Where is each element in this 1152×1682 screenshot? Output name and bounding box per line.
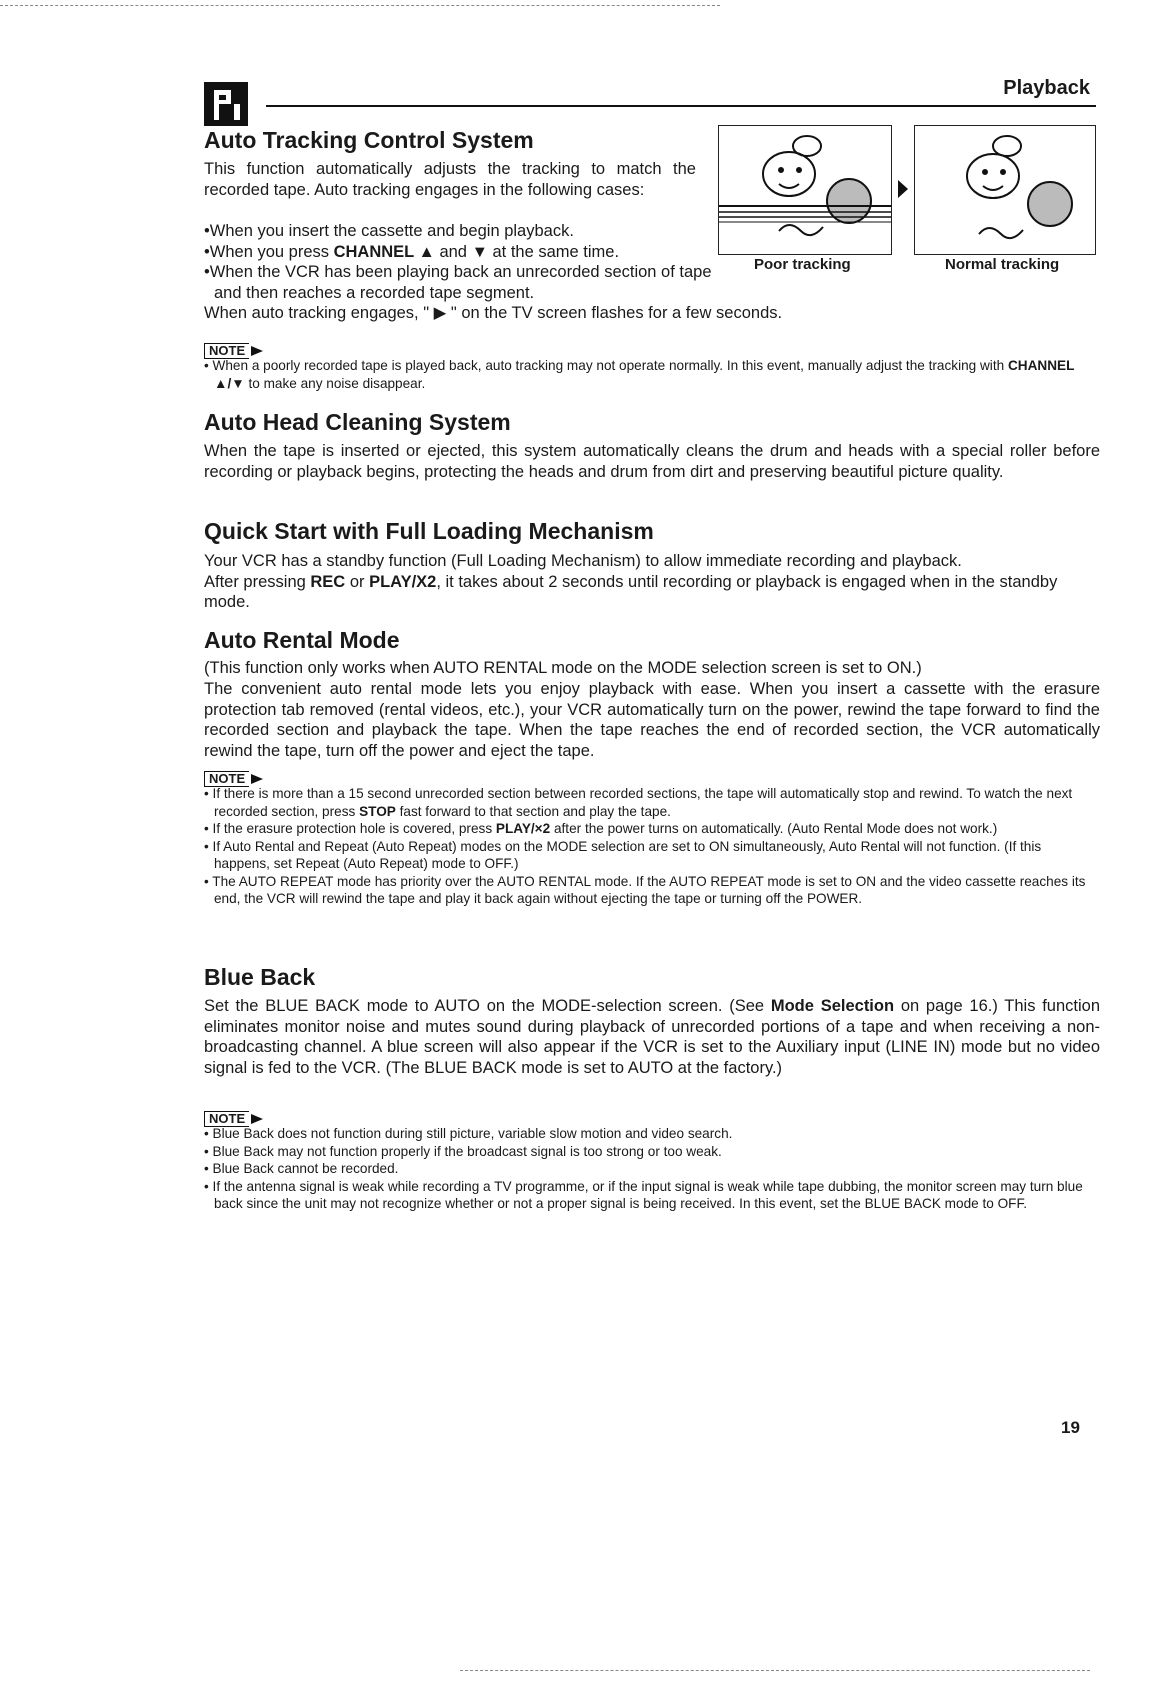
list-item: • If Auto Rental and Repeat (Auto Repeat) modes on the MODE selection are set to ON simultaneously, Auto Rental will not function. (If this happens, set Repeat (Auto Repeat) mode to OFF.) (204, 838, 1042, 871)
normal-tracking-illustration (914, 125, 1096, 255)
character-illustration (719, 126, 891, 254)
quick-start-heading: Quick Start with Full Loading Mechanism (204, 518, 654, 544)
note-label: NOTE (204, 771, 249, 787)
auto-rental-notes (204, 785, 1094, 908)
list-item: • Blue Back cannot be recorded. (204, 1161, 399, 1176)
list-item: • Blue Back may not function properly if the broadcast signal is too strong or too weak. (204, 1143, 722, 1159)
character-illustration (915, 126, 1095, 254)
note-label: NOTE (204, 1111, 249, 1127)
quick-start-body: Your VCR has a standby function (Full Loading Mechanism) to allow immediate recording and playback. After pressing REC or PLAY/X2, it takes about 2 seconds until recording or playback is engaged when in the standby mode. (204, 552, 1058, 611)
blue-back-body: Set the BLUE BACK mode to AUTO on the MODE-selection screen. (See Mode Selection on page 16.) This function eliminates monitor noise and mutes sound during playback of unrecorded portions of a tape and when receiving a non-broadcasting channel. A blue screen will also appear if the VCR is set to the Auxiliary input (LINE IN) mode but no video signal is fed to the VCR. (The BLUE BACK mode is set to AUTO at the factory.) (204, 997, 1101, 1077)
blue-back-notes (204, 1125, 1094, 1213)
head-cleaning-body: When the tape is inserted or ejected, this system automatically cleans the drum and heads with a special roller before recording or playback begins, protecting the heads and drum from dirt and preserving beautiful picture quality. (204, 442, 1100, 481)
list-item: • Blue Back does not function during still picture, variable slow motion and video search. (204, 1126, 733, 1141)
auto-rental-body: The convenient auto rental mode lets you enjoy playback with ease. When you insert a cassette with the erasure protection tab removed (rental videos, etc.), your VCR automatically turn on the power, rewind the tape forward to find the recorded section and playback the tape. When the tape reaches the end of recorded section, the VCR automatically rewind the tape, turn off the power and eject the tape. (204, 680, 1100, 760)
auto-tracking-bullet-3: •When the VCR has been playing back an unrecorded section of tape and then reaches a recorded tape segment. (204, 263, 712, 302)
auto-tracking-heading: Auto Tracking Control System (204, 127, 534, 153)
list-item: •When you press CHANNEL ▲ and ▼ at the same time. (204, 242, 620, 261)
scan-top-edge (0, 5, 720, 6)
auto-tracking-notes (204, 357, 1094, 392)
auto-rental-heading: Auto Rental Mode (204, 627, 400, 653)
list-item: • If there is more than a 15 second unrecorded section between recorded sections, the tape will automatically stop and rewind. To watch the next recorded section, press STOP fast forward to that section and play the tape. (204, 786, 1073, 819)
list-item: • When a poorly recorded tape is played back, auto tracking may not operate normally. In this event, manually adjust the tracking with CHANNEL ▲/▼ to make any noise disappear. (204, 358, 1075, 391)
section-title: Playback (1003, 77, 1090, 99)
normal-tracking-caption: Normal tracking (945, 256, 1060, 273)
list-item: • If the erasure protection hole is covered, press PLAY/×2 after the power turns on automatically. (Auto Rental Mode does not work.) (204, 821, 998, 836)
auto-tracking-intro: This function automatically adjusts the tracking to match the recorded tape. Auto tracking engages in the following cases: (204, 160, 696, 199)
list-item: • If the antenna signal is weak while recording a TV programme, or if the input signal is weak while tape dubbing, the monitor screen may turn blue back since the unit may not recognize whether or not a proper signal is being received. In this event, set the BLUE BACK mode to OFF. (204, 1178, 1083, 1211)
head-cleaning-heading: Auto Head Cleaning System (204, 409, 511, 435)
poor-tracking-illustration (718, 125, 892, 255)
auto-tracking-cases (204, 221, 702, 262)
scan-bottom-edge (460, 1670, 1090, 1671)
auto-rental-condition: (This function only works when AUTO RENTAL mode on the MODE selection screen is set to ON.) (204, 659, 922, 677)
page-number: 19 (1061, 1418, 1080, 1437)
blue-back-heading: Blue Back (204, 964, 316, 990)
note-label: NOTE (204, 343, 249, 359)
list-item: • The AUTO REPEAT mode has priority over the AUTO RENTAL mode. If the AUTO REPEAT mode is set to ON and the video cassette reaches its end, the VCR will rewind the tape and play it back again without ejecting the tape or turning off the POWER. (204, 873, 1086, 906)
list-item: •When you insert the cassette and begin playback. (204, 222, 574, 240)
auto-tracking-closing: When auto tracking engages, " ▶ " on the TV screen flashes for a few seconds. (204, 304, 783, 322)
poor-tracking-caption: Poor tracking (754, 256, 851, 273)
header-rule (266, 105, 1096, 107)
arrow-right-icon (898, 180, 908, 198)
playback-tab-icon (204, 82, 248, 126)
